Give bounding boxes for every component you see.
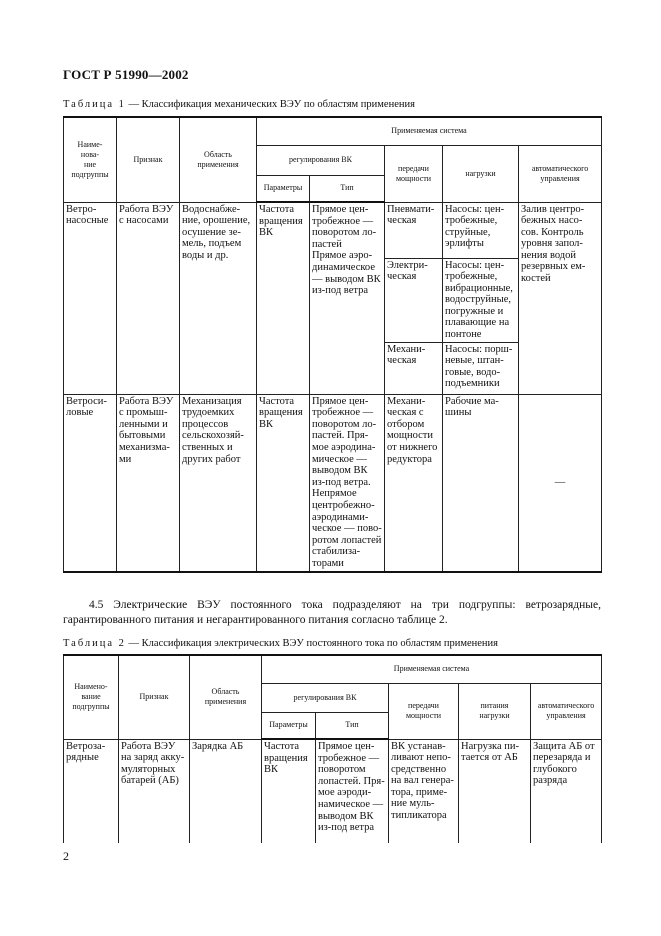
t1-r1-automatic: Залив центро- бежных насо- сов. Контроль уровня запол- нения водой резервных ем- костей (519, 202, 602, 394)
t1-r1-subgroup: Ветро- насосные (64, 202, 117, 394)
paragraph-4-5: 4.5 Электрические ВЭУ постоянного тока подразделяют на три подгруппы: ветрозарядные, гарантированного питания и негарантированного питания согласно таблице 2. (63, 599, 601, 626)
table2 (63, 654, 602, 843)
table2-caption-label: Таблица 2 (63, 638, 126, 649)
t1-r2-automatic: — (519, 394, 602, 572)
t1-r1-area: Водоснабже- ние, орошение, осушение зе- мель, подъем воды и др. (180, 202, 257, 394)
t1-h-regulation: регулирования ВК (257, 145, 385, 175)
t1-r1-transmission-3: Механи- ческая (385, 342, 443, 394)
t1-r1-params: Частота вращения ВК (257, 202, 310, 394)
t1-h-subgroup: Наиме- нова- ние подгруппы (64, 117, 117, 202)
table1-caption (63, 99, 415, 110)
t1-h-system: Применяемая система (257, 117, 602, 145)
table1-caption-label: Таблица 1 (63, 99, 126, 110)
t1-r1-type: Прямое цен- тробежное — поворотом ло- пастей Прямое аэро- динамическое — выводом ВК из-под ветра (310, 202, 385, 394)
t2-h-sign: Признак (119, 655, 190, 739)
t1-h-automatic: автоматического управления (519, 145, 602, 202)
t2-r1-subgroup: Ветроза- рядные (64, 739, 119, 843)
t1-r1-load-2: Насосы: цен- тробежные, вибрационные, водоструйные, погружные и плавающие на понтоне (443, 258, 519, 342)
t2-r1-sign: Работа ВЭУ на заряд акку- муляторных батарей (АБ) (119, 739, 190, 843)
t1-r2-transmission: Механи- ческая с отбором мощности от нижнего редуктора (385, 394, 443, 572)
t1-r1-sign: Работа ВЭУ с насосами (117, 202, 180, 394)
t2-r1-area: Зарядка АБ (190, 739, 262, 843)
t1-r1-transmission-1: Пневмати- ческая (385, 202, 443, 258)
table1-caption-text: — Классификация механических ВЭУ по областям применения (125, 99, 415, 110)
t2-r1-supply: Нагрузка пи- тается от АБ (459, 739, 531, 843)
t2-r1-transmission: ВК устанав- ливают непо- средственно на вал генера- тора, приме- ние муль- типликатора (389, 739, 459, 843)
t2-r1-params: Частота вращения ВК (262, 739, 316, 843)
document-id: ГОСТ Р 51990—2002 (63, 67, 189, 82)
t1-r1-transmission-2: Электри- ческая (385, 258, 443, 342)
t2-r1-type: Прямое цен- тробежное — поворотом лопастей. Пря- мое аэроди- намическое — выводом ВК из-под ветра (316, 739, 389, 843)
table1 (63, 116, 602, 573)
t1-r1-load-1: Насосы: цен- тробежные, струйные, эрлифты (443, 202, 519, 258)
t1-h-params: Параметры (257, 175, 310, 202)
t2-h-area: Область применения (190, 655, 262, 739)
t1-h-type: Тип (310, 175, 385, 202)
t1-r2-sign: Работа ВЭУ с промыш- ленными и бытовыми механизма- ми (117, 394, 180, 572)
t1-h-load: нагрузки (443, 145, 519, 202)
t1-h-sign: Признак (117, 117, 180, 202)
t2-h-type: Тип (316, 712, 389, 739)
t1-r2-type: Прямое цен- тробежное — поворотом ло- пастей. Пря- мое аэродина- мическое — выводом ВК из-под ветра. Непрямое центробежно- аэродинами- ческое — пово- ротом лопастей стабилиза- торами (310, 394, 385, 572)
t2-h-regulation: регулирования ВК (262, 683, 389, 712)
t2-r1-automatic: Защита АБ от перезаряда и глубокого разряда (531, 739, 602, 843)
t2-h-automatic: автоматического управления (531, 683, 602, 739)
table2-caption-text: — Классификация электрических ВЭУ постоянного тока по областям применения (125, 638, 498, 649)
t2-h-system: Применяемая система (262, 655, 602, 683)
page-number: 2 (63, 849, 69, 863)
t1-r2-params: Частота вращения ВК (257, 394, 310, 572)
t1-r2-load: Рабочие ма- шины (443, 394, 519, 572)
t2-h-transmission: передачи мощности (389, 683, 459, 739)
t1-r2-subgroup: Ветроси- ловые (64, 394, 117, 572)
t2-h-subgroup: Наимено- вание подгруппы (64, 655, 119, 739)
t2-h-params: Параметры (262, 712, 316, 739)
t1-r1-load-3: Насосы: порш- невые, штан- говые, водо- подъемники (443, 342, 519, 394)
table2-caption (63, 638, 498, 649)
t2-h-supply: питания нагрузки (459, 683, 531, 739)
t1-r2-area: Механизация трудоемких процессов сельскохозяй- ственных и других работ (180, 394, 257, 572)
t1-h-transmission: передачи мощности (385, 145, 443, 202)
t1-h-area: Область применения (180, 117, 257, 202)
